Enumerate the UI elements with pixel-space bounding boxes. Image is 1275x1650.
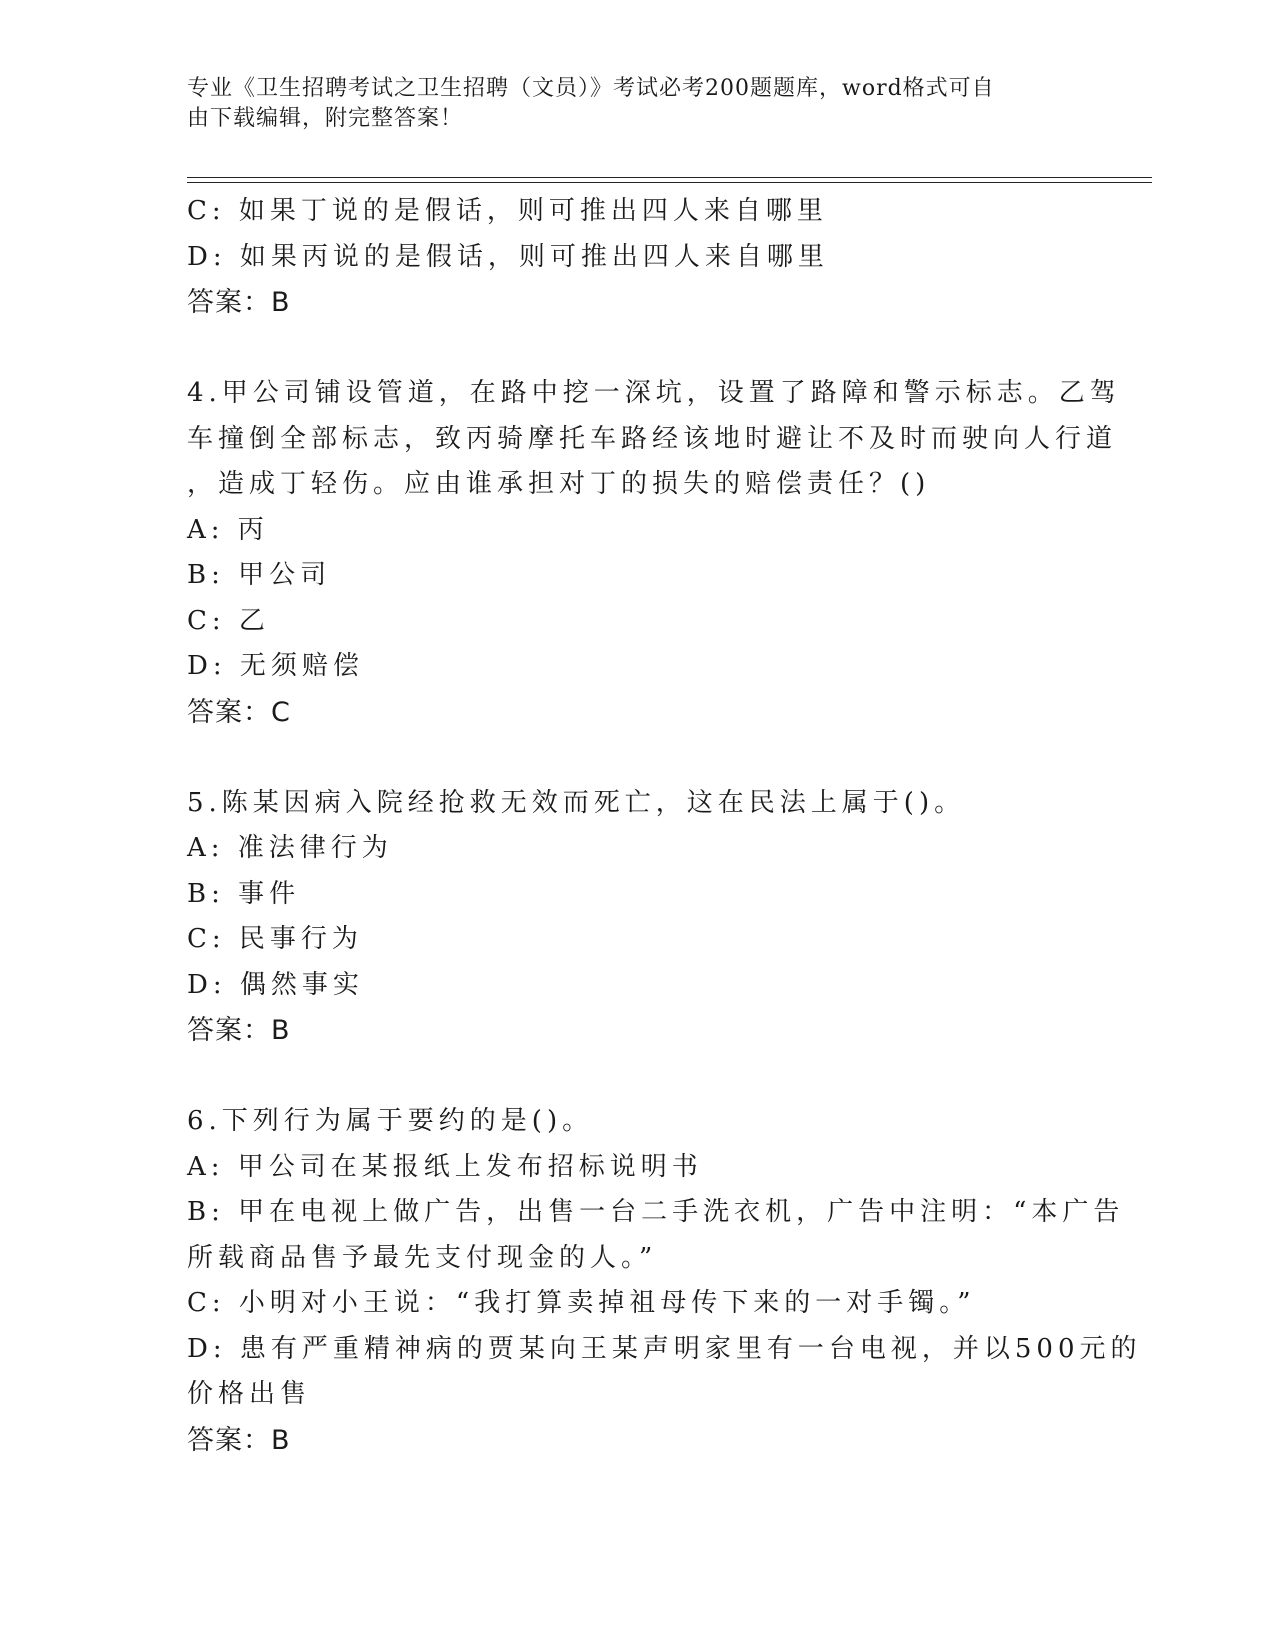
q5-answer: 答案：B	[187, 1015, 291, 1046]
q3-option-d: D: 如果丙说的是假话，则可推出四人来自哪里	[187, 241, 829, 272]
document-header	[187, 74, 1067, 134]
header-line-2: 由下载编辑，附完整答案！	[187, 106, 464, 131]
q5-option-d: D: 偶然事实	[187, 969, 364, 1000]
q6-stem-line-1: 6.下列行为属于要约的是()。	[187, 1106, 594, 1136]
q4-option-d: D: 无须赔偿	[187, 651, 364, 681]
q4-option-a: A: 丙	[187, 514, 269, 545]
header-divider-bottom	[187, 182, 1152, 183]
q3-option-c: C: 如果丁说的是假话，则可推出四人来自哪里	[187, 196, 828, 226]
q4-answer: 答案：C	[187, 696, 291, 728]
q3-answer: 答案：B	[187, 287, 291, 318]
q6-option-b-line-1: B: 甲在电视上做广告，出售一台二手洗衣机，广告中注明：“本广告	[187, 1197, 1125, 1227]
q5-option-a: A: 准法律行为	[187, 833, 393, 863]
q6-option-c: C: 小明对小王说：“我打算卖掉祖母传下来的一对手镯。”	[187, 1288, 976, 1318]
q6-option-b-line-2: 所载商品售予最先支付现金的人。”	[187, 1242, 658, 1273]
header-divider-top	[187, 177, 1152, 178]
q5-stem-line-1: 5.陈某因病入院经抢救无效而死亡，这在民法上属于()。	[187, 787, 966, 818]
q6-option-d-line-1: D: 患有严重精神病的贾某向王某声明家里有一台电视，并以500元的	[187, 1333, 1142, 1364]
q4-stem-line-2: 车撞倒全部标志，致丙骑摩托车路经该地时避让不及时而驶向人行道	[187, 423, 1118, 454]
spacer	[187, 735, 1087, 781]
spacer	[187, 326, 1087, 372]
q4-stem-line-1: 4.甲公司铺设管道，在路中挖一深坑，设置了路障和警示标志。乙驾	[187, 378, 1121, 408]
spacer	[187, 1054, 1087, 1100]
q5-option-c: C: 民事行为	[187, 924, 363, 954]
question-6	[187, 1099, 1142, 1463]
question-list	[187, 189, 1142, 1463]
question-5	[187, 781, 1087, 1054]
q6-option-d-line-2: 价格出售	[187, 1379, 312, 1409]
q4-stem-line-3: ，造成丁轻伤。应由谁承担对丁的损失的赔偿责任？()	[187, 469, 931, 499]
question-3-tail	[187, 189, 1087, 326]
question-4	[187, 371, 1121, 735]
q4-option-c: C: 乙	[187, 605, 270, 636]
q4-option-b: B: 甲公司	[187, 560, 332, 590]
q5-option-b: B: 事件	[187, 878, 301, 909]
q6-answer: 答案：B	[187, 1424, 291, 1456]
header-line-1: 专业《卫生招聘考试之卫生招聘（文员）》考试必考200题题库，word格式可自	[187, 76, 995, 101]
q6-option-a: A: 甲公司在某报纸上发布招标说明书	[187, 1151, 703, 1182]
